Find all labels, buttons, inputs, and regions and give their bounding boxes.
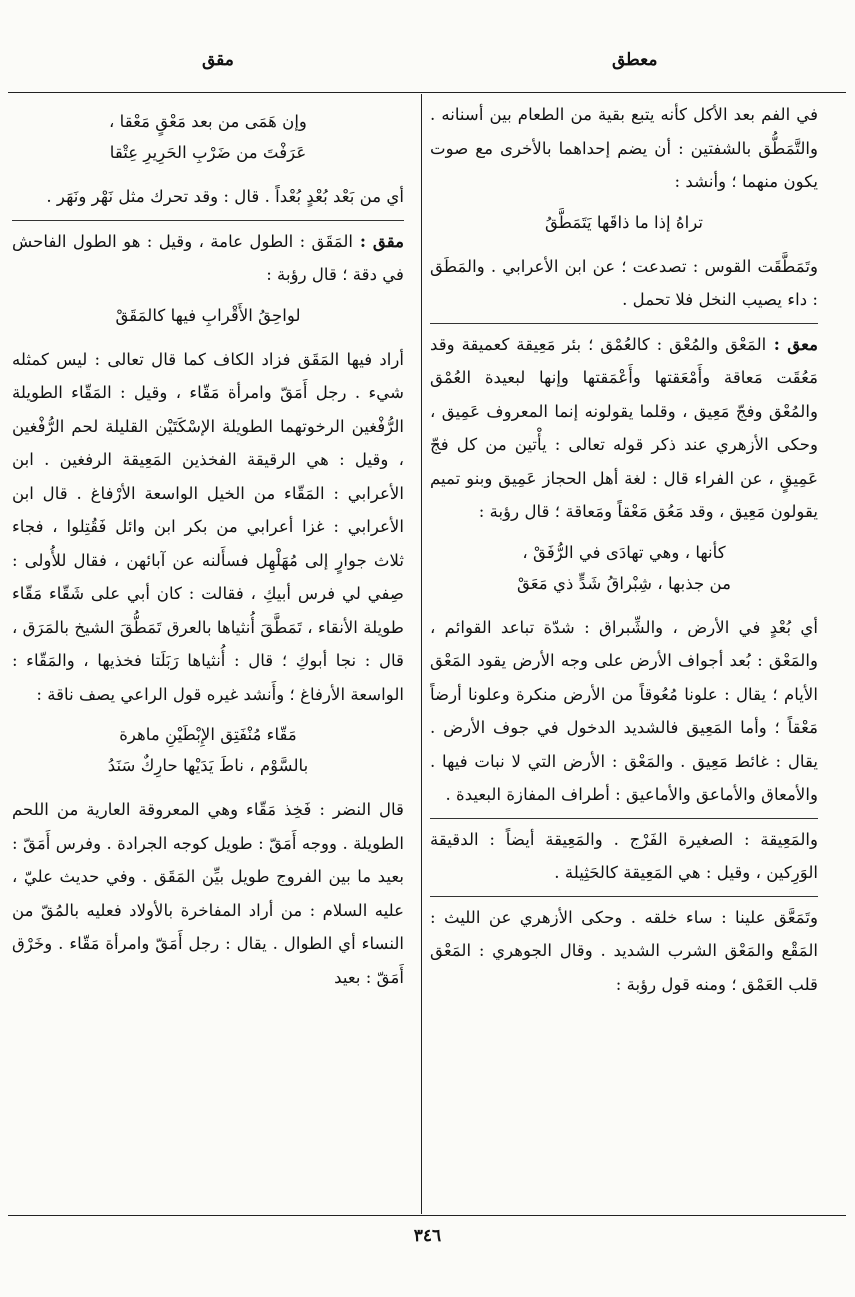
paragraph-text: وتَمَطَّقَت القوس : تصدعت ؛ عن ابن الأعرابي . والمَطَق : داء يصيب النخل فلا تحمل .	[430, 256, 818, 309]
text-paragraph	[430, 98, 818, 199]
verse-block	[430, 537, 818, 599]
verse-block	[12, 300, 404, 331]
verse-block	[12, 106, 404, 168]
paragraph-text: المَقَق : الطول عامة ، وقيل : هو الطول الفاحش في دقة ؛ قال رؤبة :	[12, 231, 404, 284]
right-column	[430, 98, 818, 1210]
page-number: ٣٤٦	[413, 1226, 442, 1246]
text-paragraph	[430, 818, 818, 890]
paragraph-text: أي بُعْدٍ في الأرض ، والشِّبراق : شدّة تباعد القوائم ، والمَعْق : بُعد أجواف الأرض على وجه الأرض يقود المَعْق الأيام ؛ يقال : علونا مُعُوقاً من الأرض منكرة وعلونا أرضاً مَعْقاً ؛ وأما المَعِيق فالشديد الدخول في جوف الأرض . يقال : غائط مَعِيق . والمَعْق : الأرض التي لا نبات فيها . والأمعاق والأماعق والأماعيق : أطراف المفازة البعيدة .	[430, 617, 818, 804]
text-paragraph	[12, 793, 404, 994]
verse-line: عَرَفْتَ من ضَرْبِ الحَرِيرِ عِتْقا	[109, 143, 307, 162]
entry-headword: معق :	[766, 333, 818, 354]
text-paragraph	[430, 896, 818, 1002]
verse-line: مَقّاء مُنْفَتِق الإِبْطَيْنِ ماهرة	[119, 725, 297, 744]
column-divider	[421, 94, 422, 1214]
text-paragraph	[430, 250, 818, 317]
text-paragraph	[430, 611, 818, 812]
paragraph-text: أي من بَعْد بُعْدٍ بُعْداً . قال : وقد تحرك مثل نَهْر ونَهَر .	[46, 187, 404, 206]
entry-paragraph	[12, 220, 404, 292]
text-paragraph	[12, 180, 404, 214]
page-header-right: معطق	[612, 50, 658, 70]
verse-line: من جذبها ، شِبْراقُ شَدٍّ ذي مَعَقْ	[516, 573, 732, 593]
paragraph-text: أراد فيها المَقَق فزاد الكاف كما قال تعالى : ليس كمثله شيء . رجل أَمَقّ وامرأة مَقّاء ، وقيل : المَقّاء الطويلة الرُّفْغين الرخوتهما الطويلة الإسْكَتَيْن القليلة لحم الرُّفْغين ، وقيل : هي الرقيقة الفخذين المَعِيقة الرفغين . ابن الأعرابي : المَقّاء من الخيل الواسعة الأرْفاغ . قال ابن الأعرابي : غزا أعرابي من بكر ابن وائل فَقُتِلوا ، فجاء ثلاث جوارٍ إلى مُهَلْهِل فسأَلنه عن آبائهن ، فقال للأُولى : صِفي لي فرس أبيكِ ، فقالت : كان أبي على شَقّاء مَقّاء طويلة الأنقاء ، تَمَطَّقَ أُنثياها بالعرق تَمَطُّقَ الشيخ بالمَرَق ، قال : نجا أبوكِ ؛ قال : أُنثياها رَبَلَتا فخذيها ، والمَقّاء : الواسعة الأرفاغ ؛ وأَنشد غيره قول الراعي يصف ناقة :	[12, 349, 404, 704]
paragraph-text: قال النضر : فَخِذ مَقّاء وهي المعروقة العارية من اللحم الطويلة . ووجه أَمَقّ : طويل كوجه الجرادة . وفرس أَمَقّ : بعيد ما بين الفروج طويل بيِّن المَقَق . وفي حديث عليّ ، عليه السلام : من أراد المفاخرة بالأولاد فعليه بالمُقّ من النساء أي الطوال . يقال : رجل أَمَقّ وامرأة مَقّاء . وخَرْق أَمَقّ : بعيد	[12, 800, 404, 987]
top-rule	[8, 92, 846, 93]
paragraph-text: المَعْق والمُعْق : كالعُمْق ؛ بئر مَعِيقة كعميقة وقد مَعُقَت مَعاقة وأَمْعَقتها وأَعْمَقتها وإنها لبعيدة العُمْق والمُعْق وفجّ مَعِيق ، وقلما يقولونه إنما المعروف عَمِيق ، وحكى الأزهري عند ذكر قوله تعالى : يأْتين من كل فجّ عَمِيقٍ ، عن الفراء قال : لغة أهل الحجاز عَمِيق وبنو تميم يقولون مَعِيق ، وقد مَعُق مَعْقاً ومَعاقة ؛ قال رؤبة :	[430, 334, 818, 521]
verse-line: وإن هَمَى من بعد مَعْقٍ مَعْقا ،	[109, 112, 307, 131]
bottom-rule	[8, 1215, 846, 1216]
paragraph-text: في الفم بعد الأكل كأنه يتبع بقية من الطعام بين أسنانه . والتَّمَطُّق بالشفتين : أن يضم إحداهما بالأخرى مع صوت يكون منهما ؛ وأنشد :	[430, 105, 818, 191]
entry-headword: مقق :	[353, 230, 404, 251]
left-column	[12, 98, 404, 1210]
text-paragraph	[12, 343, 404, 712]
verse-block	[12, 719, 404, 781]
verse-line: بالسَّوْم ، ناطَ يَدَيْها حارِكٌ سَنَدُ	[107, 756, 309, 775]
page-header-left: مقق	[202, 50, 234, 70]
paragraph-text: والمَعِيقة : الصغيرة الفَرْج . والمَعِيقة أيضاً : الدقيقة الوَرِكين ، وقيل : هي المَعِيقة كالحَثِيلة .	[430, 829, 818, 882]
verse-line: لواحِقُ الأَقْرابِ فيها كالمَقَقْ	[115, 305, 301, 325]
entry-paragraph	[430, 323, 818, 529]
verse-line: تراهُ إذا ما ذاقَها يَتَمَطَّقُ	[544, 212, 704, 232]
verse-block	[430, 207, 818, 238]
paragraph-text: وتَمَعَّق علينا : ساء خلقه . وحكى الأزهري عن الليث : المَقْع والمَعْق الشرب الشديد . وقال الجوهري : المَعْق قلب العَمْق ؛ ومنه قول رؤبة :	[430, 907, 818, 994]
verse-line: كأنها ، وهي تهادَى في الرُّفَقْ ،	[522, 542, 726, 562]
